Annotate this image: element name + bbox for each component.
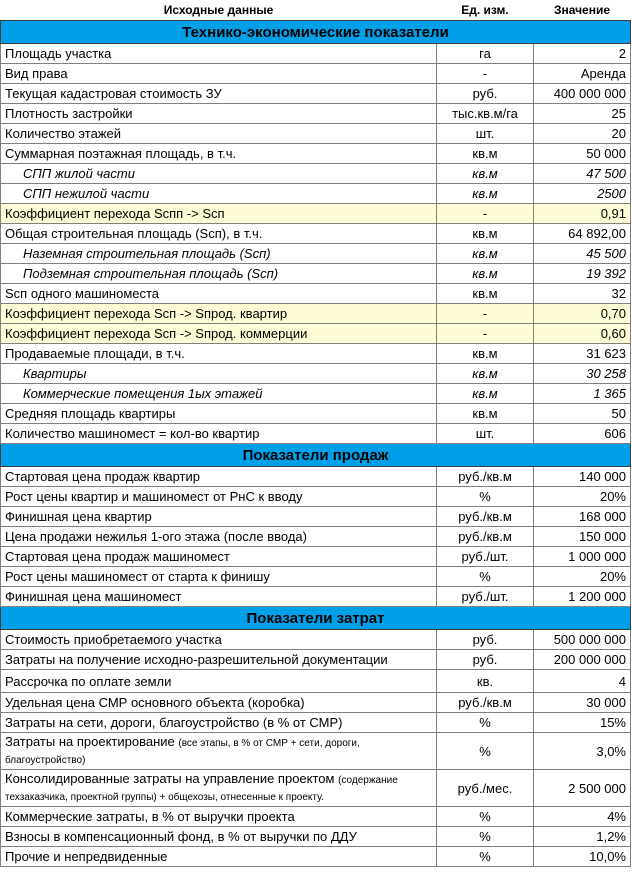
- table-row[interactable]: [1, 264, 631, 284]
- table-row[interactable]: [1, 424, 631, 444]
- row-unit: руб./кв.м: [437, 467, 534, 487]
- table-row[interactable]: [1, 630, 631, 650]
- row-name: Средняя площадь квартиры: [1, 404, 437, 424]
- table-row[interactable]: [1, 44, 631, 64]
- row-unit: %: [437, 807, 534, 827]
- table-row[interactable]: [1, 384, 631, 404]
- table-row[interactable]: [1, 827, 631, 847]
- table-row[interactable]: [1, 487, 631, 507]
- row-value[interactable]: 32: [534, 284, 631, 304]
- row-name: Коммерческие помещения 1ых этажей: [1, 384, 437, 404]
- row-unit: руб./шт.: [437, 547, 534, 567]
- row-name: Прочие и непредвиденные: [1, 847, 437, 867]
- row-value[interactable]: 50: [534, 404, 631, 424]
- row-value[interactable]: 0,91: [534, 204, 631, 224]
- row-value[interactable]: 0,60: [534, 324, 631, 344]
- row-value[interactable]: 400 000 000: [534, 84, 631, 104]
- row-unit: -: [437, 324, 534, 344]
- row-name: Коммерческие затраты, в % от выручки проекта: [1, 807, 437, 827]
- row-name: Рост цены квартир и машиномест от РнС к вводу: [1, 487, 437, 507]
- row-unit: шт.: [437, 124, 534, 144]
- row-name: Стартовая цена продаж квартир: [1, 467, 437, 487]
- row-unit: кв.м: [437, 244, 534, 264]
- table-row[interactable]: [1, 144, 631, 164]
- table-row[interactable]: [1, 650, 631, 670]
- table-row[interactable]: [1, 324, 631, 344]
- column-header-name: Исходные данные: [163, 2, 274, 17]
- table-row[interactable]: [1, 184, 631, 204]
- table-row[interactable]: [1, 587, 631, 607]
- row-name: Цена продажи нежилья 1-ого этажа (после ввода): [1, 527, 437, 547]
- row-value[interactable]: 4: [534, 670, 631, 693]
- table-row[interactable]: [1, 104, 631, 124]
- row-name: Площадь участка: [1, 44, 437, 64]
- table-row[interactable]: [1, 64, 631, 84]
- table-row[interactable]: [1, 124, 631, 144]
- table-row[interactable]: [1, 204, 631, 224]
- row-name: Финишная цена машиномест: [1, 587, 437, 607]
- row-name: Sсп одного машиноместа: [1, 284, 437, 304]
- row-value[interactable]: 15%: [534, 713, 631, 733]
- row-value[interactable]: 20%: [534, 567, 631, 587]
- column-header-unit: Ед. изм.: [461, 2, 509, 17]
- row-name: Общая строительная площадь (Sсп), в т.ч.: [1, 224, 437, 244]
- row-name: Консолидированные затраты на управление проектом: [5, 771, 335, 786]
- section-title: Технико-экономические показатели: [1, 21, 631, 44]
- row-unit: руб./шт.: [437, 587, 534, 607]
- row-name: Подземная строительная площадь (Sсп): [1, 264, 437, 284]
- row-unit: кв.м: [437, 344, 534, 364]
- row-value[interactable]: 30 258: [534, 364, 631, 384]
- row-unit: -: [437, 204, 534, 224]
- row-name: Затраты на проектирование: [5, 734, 175, 749]
- table-row[interactable]: [1, 364, 631, 384]
- row-unit: кв.м: [437, 164, 534, 184]
- table-row[interactable]: [1, 670, 631, 693]
- table-row[interactable]: [1, 713, 631, 733]
- row-unit: руб.: [437, 84, 534, 104]
- table-row[interactable]: [1, 547, 631, 567]
- table-row[interactable]: [1, 847, 631, 867]
- row-unit: кв.м: [437, 364, 534, 384]
- row-value[interactable]: 47 500: [534, 164, 631, 184]
- row-note: (все этапы, в % от СМР + сети, дороги, благоустройство): [5, 738, 360, 766]
- row-value[interactable]: 19 392: [534, 264, 631, 284]
- row-name: Коэффициент перехода Sсп -> Sпрод. квартир: [1, 304, 437, 324]
- row-unit: %: [437, 487, 534, 507]
- row-name: Удельная цена СМР основного объекта (коробка): [1, 693, 437, 713]
- row-unit: %: [437, 847, 534, 867]
- row-note: (содержание техзаказчика, проектной группы) + общехозы, отнесенные к проекту.: [5, 775, 398, 803]
- row-value[interactable]: 2: [534, 44, 631, 64]
- row-value[interactable]: 1 000 000: [534, 547, 631, 567]
- row-value[interactable]: 50 000: [534, 144, 631, 164]
- row-name: Взносы в компенсационный фонд, в % от выручки по ДДУ: [1, 827, 437, 847]
- row-name: СПП нежилой части: [1, 184, 437, 204]
- row-unit: кв.: [437, 670, 534, 693]
- row-unit: -: [437, 304, 534, 324]
- row-unit: кв.м: [437, 184, 534, 204]
- table-row[interactable]: [1, 733, 631, 770]
- row-name: Рост цены машиномест от старта к финишу: [1, 567, 437, 587]
- row-value[interactable]: 30 000: [534, 693, 631, 713]
- table-row[interactable]: [1, 404, 631, 424]
- row-value[interactable]: 200 000 000: [534, 650, 631, 670]
- row-value[interactable]: 10,0%: [534, 847, 631, 867]
- row-name: Продаваемые площади, в т.ч.: [1, 344, 437, 364]
- row-value[interactable]: 140 000: [534, 467, 631, 487]
- row-value[interactable]: 45 500: [534, 244, 631, 264]
- row-value[interactable]: 2 500 000: [534, 770, 631, 807]
- row-name: СПП жилой части: [1, 164, 437, 184]
- row-name: Плотность застройки: [1, 104, 437, 124]
- row-value[interactable]: 3,0%: [534, 733, 631, 770]
- row-unit: руб./кв.м: [437, 693, 534, 713]
- table-row[interactable]: [1, 507, 631, 527]
- row-name: Количество этажей: [1, 124, 437, 144]
- row-name: Суммарная поэтажная площадь, в т.ч.: [1, 144, 437, 164]
- row-unit: шт.: [437, 424, 534, 444]
- row-unit: кв.м: [437, 224, 534, 244]
- row-unit: тыс.кв.м/га: [437, 104, 534, 124]
- row-unit: га: [437, 44, 534, 64]
- row-value[interactable]: 25: [534, 104, 631, 124]
- row-value[interactable]: 0,70: [534, 304, 631, 324]
- row-unit: -: [437, 64, 534, 84]
- table-row[interactable]: [1, 770, 631, 807]
- row-name: Текущая кадастровая стоимость ЗУ: [1, 84, 437, 104]
- table-row[interactable]: [1, 304, 631, 324]
- row-name: Коэффициент перехода Sспп -> Sсп: [1, 204, 437, 224]
- table-row[interactable]: [1, 527, 631, 547]
- row-unit: руб./кв.м: [437, 527, 534, 547]
- row-unit: кв.м: [437, 144, 534, 164]
- row-unit: кв.м: [437, 264, 534, 284]
- row-unit: кв.м: [437, 404, 534, 424]
- table-header: [1, 0, 631, 21]
- table-row[interactable]: [1, 467, 631, 487]
- row-name: Рассрочка по оплате земли: [1, 670, 437, 693]
- row-value[interactable]: Аренда: [534, 64, 631, 84]
- row-value[interactable]: 1 365: [534, 384, 631, 404]
- row-unit: руб./мес.: [437, 770, 534, 807]
- row-value[interactable]: 4%: [534, 807, 631, 827]
- section-title: Показатели затрат: [1, 607, 631, 630]
- row-value[interactable]: 606: [534, 424, 631, 444]
- row-name: Финишная цена квартир: [1, 507, 437, 527]
- section-header-sales: [1, 444, 631, 467]
- row-name-with-note: [1, 770, 437, 807]
- table-row[interactable]: [1, 567, 631, 587]
- table-row[interactable]: [1, 164, 631, 184]
- row-value[interactable]: 500 000 000: [534, 630, 631, 650]
- table-row[interactable]: [1, 344, 631, 364]
- row-value[interactable]: 20: [534, 124, 631, 144]
- table-row[interactable]: [1, 244, 631, 264]
- row-name-with-note: [1, 733, 437, 770]
- table-row[interactable]: [1, 693, 631, 713]
- row-value[interactable]: 2500: [534, 184, 631, 204]
- row-unit: руб./кв.м: [437, 507, 534, 527]
- table-row[interactable]: [1, 84, 631, 104]
- column-header-value: Значение: [553, 2, 611, 17]
- row-name: Наземная строительная площадь (Sсп): [1, 244, 437, 264]
- row-value[interactable]: 150 000: [534, 527, 631, 547]
- section-header-technical: [1, 21, 631, 44]
- row-value[interactable]: 20%: [534, 487, 631, 507]
- row-value[interactable]: 64 892,00: [534, 224, 631, 244]
- row-value[interactable]: 1 200 000: [534, 587, 631, 607]
- row-name: Количество машиномест = кол-во квартир: [1, 424, 437, 444]
- row-unit: %: [437, 567, 534, 587]
- row-unit: %: [437, 827, 534, 847]
- row-unit: %: [437, 733, 534, 770]
- row-unit: руб.: [437, 650, 534, 670]
- table-row[interactable]: [1, 807, 631, 827]
- row-name: Стартовая цена продаж машиномест: [1, 547, 437, 567]
- row-name: Коэффициент перехода Sсп -> Sпрод. коммерции: [1, 324, 437, 344]
- row-unit: %: [437, 713, 534, 733]
- table-row[interactable]: [1, 284, 631, 304]
- row-name: Вид права: [1, 64, 437, 84]
- row-value[interactable]: 31 623: [534, 344, 631, 364]
- table-row[interactable]: [1, 224, 631, 244]
- row-name: Стоимость приобретаемого участка: [1, 630, 437, 650]
- row-value[interactable]: 1,2%: [534, 827, 631, 847]
- section-title: Показатели продаж: [1, 444, 631, 467]
- row-unit: кв.м: [437, 284, 534, 304]
- row-name: Квартиры: [1, 364, 437, 384]
- row-name: Затраты на сети, дороги, благоустройство (в % от СМР): [1, 713, 437, 733]
- row-name: Затраты на получение исходно-разрешительной документации: [1, 650, 437, 670]
- section-header-costs: [1, 607, 631, 630]
- row-value[interactable]: 168 000: [534, 507, 631, 527]
- row-unit: руб.: [437, 630, 534, 650]
- row-unit: кв.м: [437, 384, 534, 404]
